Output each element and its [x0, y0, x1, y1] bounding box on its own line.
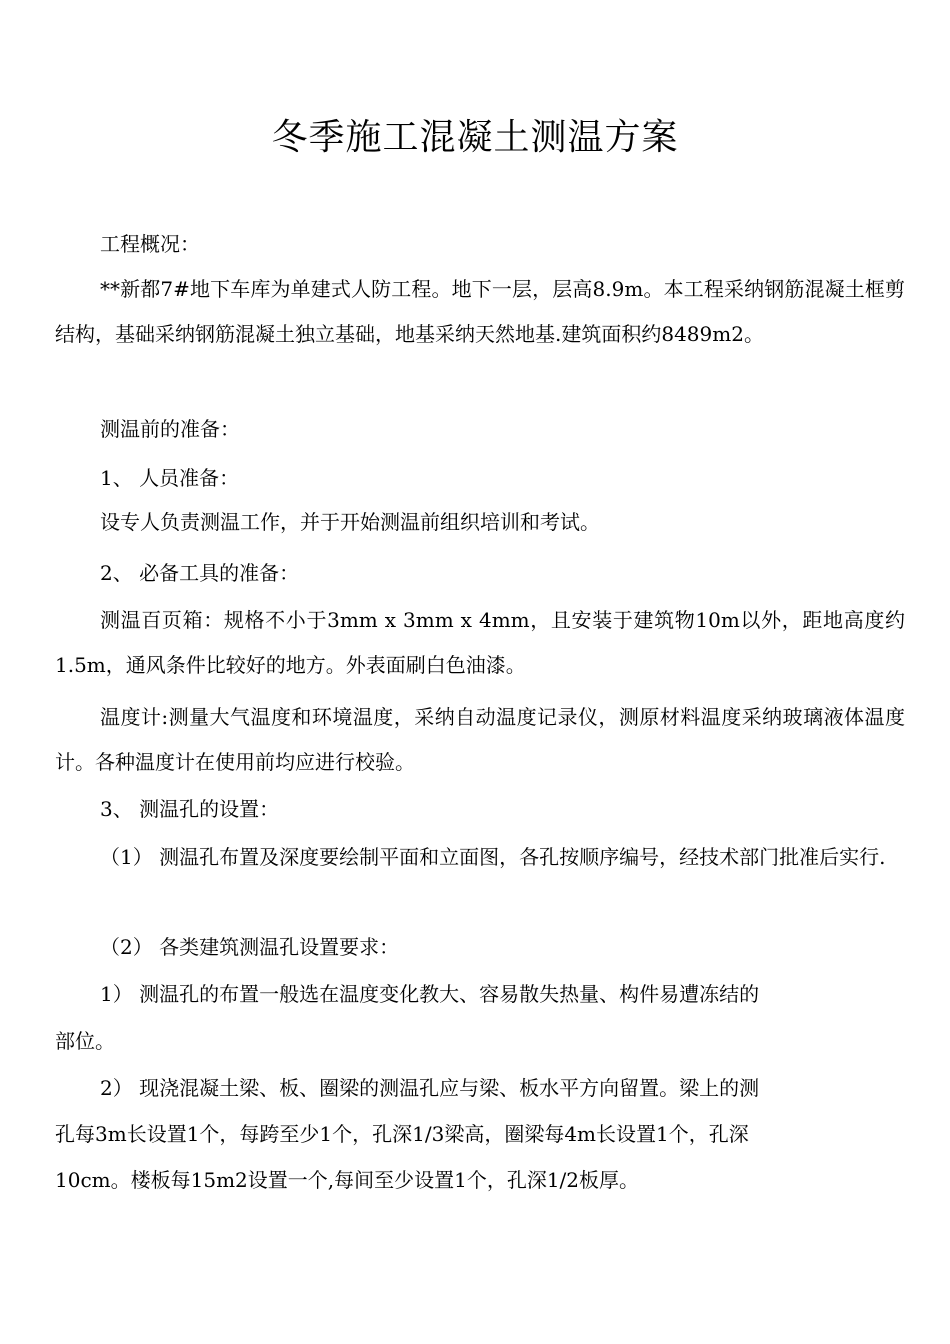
item1-heading: 1、 人员准备： — [100, 466, 240, 490]
item2-body-shutter-box: 测温百页箱：规格不小于3mm x 3mm x 4mm，且安装于建筑物10m以外，距地高度约1.5m，通风条件比较好的地方。外表面刷白色油漆。 — [55, 608, 905, 677]
item2-heading: 2、 必备工具的准备： — [100, 561, 300, 585]
requirement2-line1: 2） 现浇混凝土梁、板、圈梁的测温孔应与梁、板水平方向留置。梁上的测 — [100, 1076, 760, 1100]
document-title: 冬季施工混凝土测温方案 — [271, 117, 679, 158]
item3-heading: 3、 测温孔的设置： — [100, 797, 280, 821]
requirement1-line1: 1） 测温孔的布置一般选在温度变化教大、容易散失热量、构件易遭冻结的 — [100, 982, 760, 1006]
item2-body-thermometer: 温度计:测量大气温度和环境温度，采纳自动温度记录仪，测原材料温度采纳玻璃液体温度计。各种温度计在使用前均应进行校验。 — [55, 705, 905, 774]
requirement1-line2: 部位。 — [55, 1029, 115, 1053]
item1-body: 设专人负责测温工作，并于开始测温前组织培训和考试。 — [100, 510, 600, 534]
sub2-heading: （2） 各类建筑测温孔设置要求： — [100, 935, 400, 959]
overview-body: **新都7#地下车库为单建式人防工程。地下一层，层高8.9m。本工程采纳钢筋混凝土框剪结构，基础采纳钢筋混凝土独立基础，地基采纳天然地基.建筑面积约8489m2。 — [55, 277, 905, 346]
prep-heading: 测温前的准备： — [100, 417, 240, 441]
requirement2-line3: 10cm。楼板每15m2设置一个,每间至少设置1个，孔深1/2板厚。 — [55, 1168, 640, 1192]
overview-heading: 工程概况： — [100, 232, 200, 256]
sub1-layout: （1） 测温孔布置及深度要绘制平面和立面图，各孔按顺序编号，经技术部门批准后实行. — [100, 845, 886, 869]
requirement2-line2: 孔每3m长设置1个，每跨至少1个，孔深1/3梁高，圈梁每4m长设置1个，孔深 — [55, 1122, 749, 1146]
